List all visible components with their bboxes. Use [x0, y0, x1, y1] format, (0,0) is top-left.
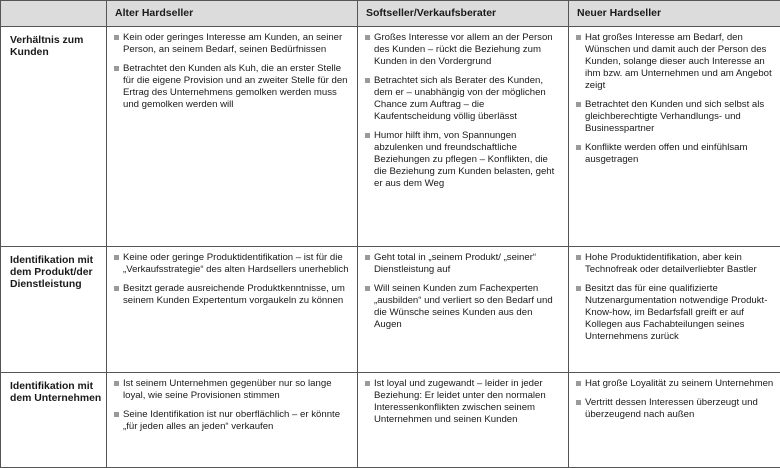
list-item — [364, 75, 562, 123]
list-item-text: Geht total in „seinem Produkt/ „seiner“ Dienstleistung auf — [374, 252, 536, 275]
list-item — [113, 32, 351, 56]
bullet-square-icon — [114, 412, 119, 417]
list-item-text: Betrachtet den Kunden als Kuh, die an erster Stelle für die eigene Provision und an zweiter Stelle für den Ertrag des Unternehmens gemolken werden muss und gemolken werden will — [123, 63, 348, 110]
row-label — [1, 27, 107, 247]
header-softseller: Softseller/Verkaufsberater — [358, 1, 569, 27]
list-item-text: Großes Interesse vor allem an der Person des Kunden – rückt die Beziehung zum Kunden in den Vordergrund — [374, 32, 553, 67]
list-item-text: Besitzt gerade ausreichende Produktkenntnisse, um seinem Kunden Expertentum vorgaukeln zu können — [123, 283, 345, 306]
list-item-text: Hat große Loyalität zu seinem Unternehmen — [585, 378, 773, 389]
row-label-text: Identifikation mit dem Produkt/der Dienstleistung — [10, 255, 93, 290]
list-item — [364, 130, 562, 190]
bullet-list — [575, 378, 774, 421]
bullet-list — [364, 378, 562, 426]
list-item-text: Besitzt das für eine qualifizierte Nutzenargumentation notwendige Produkt-Know-how, im Bedarfsfall greift er auf Kollegen aus Fachabteilungen seines Unternehmens zurück — [585, 283, 767, 342]
bullet-square-icon — [576, 255, 581, 260]
list-item — [575, 378, 774, 390]
bullet-square-icon — [114, 286, 119, 291]
header-alter-hardseller: Alter Hardseller — [107, 1, 358, 27]
table-row — [1, 247, 780, 373]
list-item — [113, 283, 351, 307]
bullet-list — [113, 252, 351, 307]
table-row — [1, 373, 780, 468]
bullet-square-icon — [365, 286, 370, 291]
list-item-text: Betrachtet sich als Berater des Kunden, dem er – unabhängig von der möglichen Chance zum Auftrag – die Kaufentscheidung völlig überlässt — [374, 75, 546, 122]
cell-alter-hardseller — [107, 373, 358, 468]
list-item-text: Seine Identifikation ist nur oberflächlich – er könnte „für jeden alles an jeden“ verkaufen — [123, 409, 340, 432]
bullet-list — [575, 32, 774, 166]
header-row — [1, 1, 780, 27]
bullet-square-icon — [114, 35, 119, 40]
bullet-list — [113, 378, 351, 433]
cell-neuer-hardseller — [569, 27, 780, 247]
list-item-text: Konflikte werden offen und einfühlsam ausgetragen — [585, 142, 748, 165]
row-label-text: Verhältnis zum Kunden — [10, 35, 83, 58]
bullet-list — [364, 252, 562, 331]
cell-alter-hardseller — [107, 247, 358, 373]
bullet-square-icon — [114, 66, 119, 71]
list-item — [113, 378, 351, 402]
bullet-square-icon — [365, 133, 370, 138]
list-item-text: Betrachtet den Kunden und sich selbst als gleichberechtigte Verhandlungs- und Businesspartner — [585, 99, 764, 134]
list-item-text: Hohe Produktidentifikation, aber kein Technofreak oder detailverliebter Bastler — [585, 252, 757, 275]
table-row — [1, 27, 780, 247]
row-label — [1, 247, 107, 373]
bullet-square-icon — [576, 286, 581, 291]
list-item — [113, 409, 351, 433]
cell-alter-hardseller — [107, 27, 358, 247]
bullet-square-icon — [365, 381, 370, 386]
bullet-square-icon — [576, 35, 581, 40]
list-item-text: Hat großes Interesse am Bedarf, den Wünschen und damit auch der Person des Kunden, solange dieser auch Interesse an ihm bzw. am Unternehmen und am Angebot zeigt — [585, 32, 772, 91]
list-item-text: Vertritt dessen Interessen überzeugt und überzeugend nach außen — [585, 397, 758, 420]
list-item-text: Kein oder geringes Interesse am Kunden, an seiner Person, an seinem Bedarf, seinen Bedürfnissen — [123, 32, 342, 55]
list-item — [575, 397, 774, 421]
list-item — [113, 63, 351, 111]
list-item — [364, 283, 562, 331]
list-item-text: Humor hilft ihm, von Spannungen abzulenken und freundschaftliche Beziehungen zu pflegen – Konflikten, die die Beziehung zum Kunden belasten, geht er aus dem Weg — [374, 130, 554, 189]
list-item — [575, 283, 774, 343]
cell-softseller — [358, 247, 569, 373]
list-item-text: Ist seinem Unternehmen gegenüber nur so lange loyal, wie seine Provisionen stimmen — [123, 378, 332, 401]
header-empty-cell — [1, 1, 107, 27]
bullet-square-icon — [114, 381, 119, 386]
list-item — [113, 252, 351, 276]
list-item-text: Ist loyal und zugewandt – leider in jeder Beziehung: Er leidet unter den normalen Interessenkonflikten zwischen seinem Unternehmen und seinen Kunden — [374, 378, 546, 425]
cell-neuer-hardseller — [569, 373, 780, 468]
bullet-list — [113, 32, 351, 111]
list-item — [364, 378, 562, 426]
bullet-square-icon — [365, 255, 370, 260]
cell-softseller — [358, 373, 569, 468]
list-item-text: Keine oder geringe Produktidentifikation – ist für die „Verkaufsstrategie“ des alten Hardsellers unerheblich — [123, 252, 349, 275]
bullet-square-icon — [576, 381, 581, 386]
list-item — [364, 32, 562, 68]
bullet-square-icon — [576, 400, 581, 405]
list-item — [364, 252, 562, 276]
bullet-list — [364, 32, 562, 190]
bullet-square-icon — [114, 255, 119, 260]
bullet-square-icon — [365, 35, 370, 40]
list-item — [575, 32, 774, 92]
cell-neuer-hardseller — [569, 247, 780, 373]
list-item — [575, 99, 774, 135]
bullet-square-icon — [576, 102, 581, 107]
row-label-text: Identifikation mit dem Unternehmen — [10, 381, 101, 404]
list-item-text: Will seinen Kunden zum Fachexperten „ausbilden“ und verliert so den Bedarf und die Wünsche seines Kunden aus den Augen — [374, 283, 553, 330]
bullet-square-icon — [576, 145, 581, 150]
bullet-list — [575, 252, 774, 343]
list-item — [575, 252, 774, 276]
row-label — [1, 373, 107, 468]
bullet-square-icon — [365, 78, 370, 83]
cell-softseller — [358, 27, 569, 247]
list-item — [575, 142, 774, 166]
header-neuer-hardseller: Neuer Hardseller — [569, 1, 780, 27]
